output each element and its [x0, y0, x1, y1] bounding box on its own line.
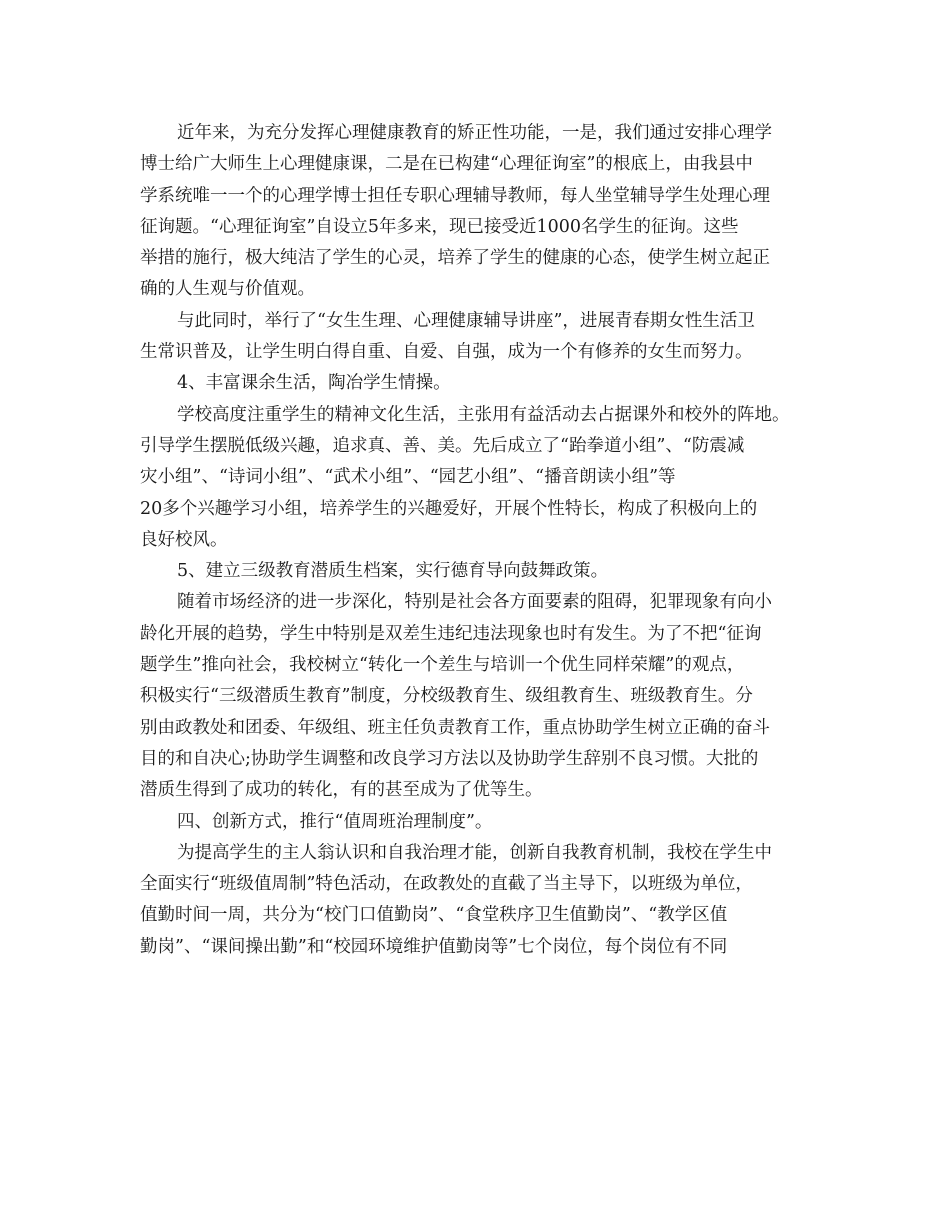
paragraph-line: 灾小组”、“诗词小组”、“武术小组”、“园艺小组”、“播音朗读小组”等 — [140, 467, 676, 488]
body-text — [140, 118, 830, 963]
paragraph-line: 积极实行“三级潜质生教育”制度，分校级教育生、级组教育生、班级教育生。分 — [140, 686, 753, 707]
paragraph-line: 生常识普及，让学生明白得自重、自爱、自强，成为一个有修养的女生而努力。 — [140, 342, 753, 363]
paragraph-line: 引导学生摆脱低级兴趣，追求真、善、美。先后成立了“跆拳道小组”、“防震减 — [140, 435, 745, 456]
paragraph-line: 值勤时间一周，共分为“校门口值勤岗”、“食堂秩序卫生值勤岗”、“教学区值 — [140, 905, 728, 926]
paragraph-line: 为提高学生的主人翁认识和自我治理才能，创新自我教育机制，我校在学生中 — [177, 842, 772, 863]
paragraph-line: 别由政教处和团委、年级组、班主任负责教育工作，重点协助学生树立正确的奋斗 — [140, 717, 770, 738]
paragraph-line: 题学生”推向社会，我校树立“转化一个差生与培训一个优生同样荣耀”的观点， — [140, 655, 745, 676]
paragraph-line: 龄化开展的趋势，学生中特别是双差生违纪违法现象也时有发生。为了不把“征询 — [140, 623, 762, 644]
paragraph-line: 目的和自决心;协助学生调整和改良学习方法以及协助学生辞别不良习惯。大批的 — [140, 748, 759, 769]
paragraph-line: 确的人生观与价值观。 — [140, 279, 315, 300]
paragraph-line: 博士给广大师生上心理健康课，二是在已构建“心理征询室”的根底上，由我县中 — [140, 154, 753, 175]
paragraph-line: 勤岗”、“课间操出勤”和“校园环境维护值勤岗等”七个岗位，每个岗位有不同 — [140, 936, 728, 957]
paragraph-line: 全面实行“班级值周制”特色活动，在政教处的直截了当主导下，以班级为单位， — [140, 874, 753, 895]
paragraph-line: 良好校风。 — [140, 529, 228, 550]
section-heading: 5、建立三级教育潜质生档案，实行德育导向鼓舞政策。 — [177, 561, 609, 582]
paragraph-line: 近年来，为充分发挥心理健康教育的矫正性功能，一是，我们通过安排心理学 — [177, 123, 772, 143]
paragraph-line: 潜质生得到了成功的转化，有的甚至成为了优等生。 — [140, 780, 543, 801]
paragraph-line: 20多个兴趣学习小组，培养学生的兴趣爱好，开展个性特长，构成了积极向上的 — [140, 498, 758, 519]
paragraph-line: 举措的施行，极大纯洁了学生的心灵，培养了学生的健康的心态，使学生树立起正 — [140, 248, 770, 269]
section-heading: 四、创新方式，推行“值周班治理制度”。 — [177, 811, 493, 832]
section-heading: 4、丰富课余生活，陶冶学生情操。 — [177, 373, 451, 394]
paragraph-line: 随着市场经济的进一步深化，特别是社会各方面要素的阻碍，犯罪现象有向小 — [177, 592, 772, 613]
paragraph-line: 征询题。“心理征询室”自设立5年多来，现已接受近1000名学生的征询。这些 — [140, 216, 739, 237]
paragraph-line: 与此同时，举行了“女生生理、心理健康辅导讲座”，进展青春期女性生活卫 — [177, 310, 755, 331]
paragraph-line: 学校高度注重学生的精神文化生活，主张用有益活动去占据课外和校外的阵地。 — [177, 404, 790, 425]
paragraph-line: 学系统唯一一个的心理学博士担任专职心理辅导教师，每人坐堂辅导学生处理心理 — [140, 185, 770, 206]
